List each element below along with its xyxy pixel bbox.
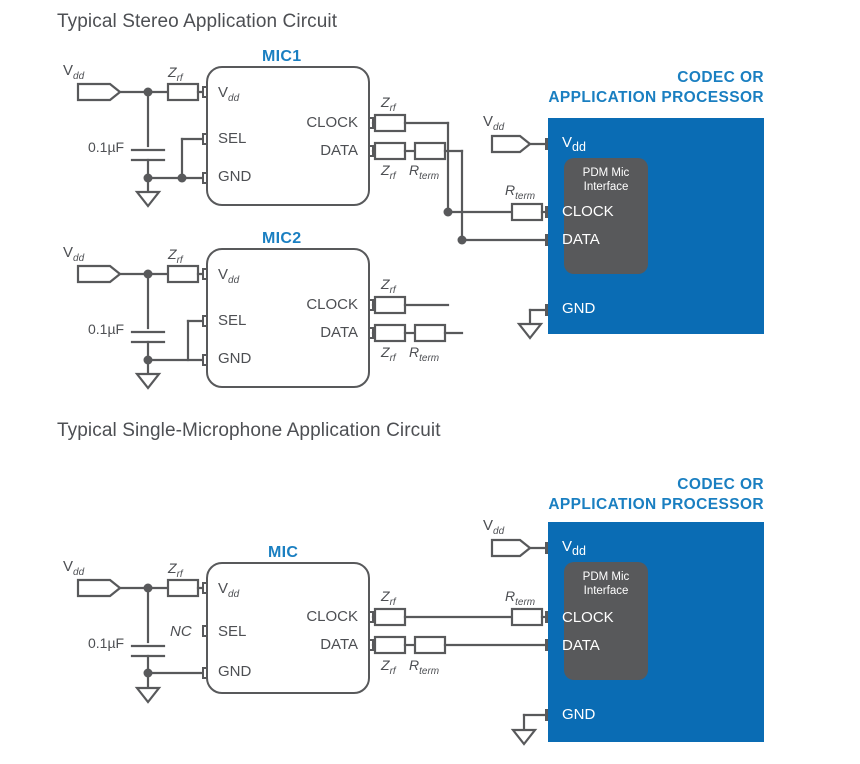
single-mic-supply-label: $V_{dd}$: [63, 558, 85, 578]
single-codec-pin-gnd: GND: [562, 706, 596, 723]
mic1-supply-label: $V_{dd}$: [63, 62, 85, 82]
mic2-pin-vdd: $V_{dd}$: [218, 266, 240, 286]
mic2-pin-gnd: GND: [218, 350, 252, 367]
single-codec-pin-vdd: $V_{dd}$: [562, 538, 586, 558]
single-codec-title-line1: CODEC OR: [677, 476, 764, 493]
stereo-section-title: Typical Stereo Application Circuit: [57, 11, 338, 32]
single-codec-rterm-clock-label: $R_{term}$: [505, 588, 536, 608]
stereo-codec-title-line2: APPLICATION PROCESSOR: [548, 89, 764, 106]
mic2-pin-data: DATA: [320, 324, 358, 341]
mic1-zrf-in-label: $Z_{rf}$: [168, 64, 183, 84]
single-mic-pin-sel: SEL: [218, 623, 247, 640]
mic2-rterm-data-label: $R_{term}$: [409, 344, 440, 364]
single-mic-pin-data: DATA: [320, 636, 358, 653]
mic1-pin-data: DATA: [320, 142, 358, 159]
single-mic-zrf-data-label: $Z_{rf}$: [381, 657, 396, 677]
stereo-codec-pin-clock: CLOCK: [562, 203, 614, 220]
stereo-codec-pin-gnd: GND: [562, 300, 596, 317]
mic1-rterm-data-label: $R_{term}$: [409, 162, 440, 182]
mic2-pin-sel: SEL: [218, 312, 247, 329]
mic1-pin-gnd: GND: [218, 168, 252, 185]
single-section-title: Typical Single-Microphone Application Circuit: [57, 420, 441, 441]
single-codec-pin-clock: CLOCK: [562, 609, 614, 626]
mic2-cap-label: 0.1µF: [88, 321, 125, 337]
mic1-cap-label: 0.1µF: [88, 139, 125, 155]
stereo-codec-rterm-clock-label: $R_{term}$: [505, 182, 536, 202]
single-codec-supply-label: $V_{dd}$: [483, 517, 505, 537]
single-mic-nc-label: NC: [170, 623, 192, 640]
single-codec-title: [440, 475, 764, 515]
stereo-codec-title: [440, 68, 764, 108]
single-mic-rterm-data-label: $R_{term}$: [409, 657, 440, 677]
mic2-label: MIC2: [262, 230, 302, 247]
single-mic-pin-gnd: GND: [218, 663, 252, 680]
single-pdm-line1: PDM Mic: [582, 571, 630, 583]
mic2-zrf-clock-label: $Z_{rf}$: [381, 276, 396, 296]
mic1-pin-vdd: $V_{dd}$: [218, 84, 240, 104]
single-codec-pin-data: DATA: [562, 637, 600, 654]
single-pdm-line2: Interface: [583, 585, 629, 597]
mic1-zrf-clock-label: $Z_{rf}$: [381, 94, 396, 114]
single-mic-cap-label: 0.1µF: [88, 635, 125, 651]
mic1-pin-sel: SEL: [218, 130, 247, 147]
mic1-zrf-data-label: $Z_{rf}$: [381, 162, 396, 182]
single-codec-title-line2: APPLICATION PROCESSOR: [548, 496, 764, 513]
mic2-zrf-data-label: $Z_{rf}$: [381, 344, 396, 364]
stereo-codec-title-line1: CODEC OR: [677, 69, 764, 86]
stereo-codec-supply-label: $V_{dd}$: [483, 113, 505, 133]
single-mic-zrf-clock-label: $Z_{rf}$: [381, 588, 396, 608]
single-mic-pin-vdd: $V_{dd}$: [218, 580, 240, 600]
stereo-pdm-line1: PDM Mic: [582, 167, 630, 179]
single-mic-pin-clock: CLOCK: [306, 608, 358, 625]
mic2-pin-clock: CLOCK: [306, 296, 358, 313]
stereo-codec-pin-vdd: $V_{dd}$: [562, 134, 586, 154]
mic2-supply-label: $V_{dd}$: [63, 244, 85, 264]
single-mic-zrf-in-label: $Z_{rf}$: [168, 560, 183, 580]
mic1-pin-clock: CLOCK: [306, 114, 358, 131]
mic2-zrf-in-label: $Z_{rf}$: [168, 246, 183, 266]
mic1-label: MIC1: [262, 48, 302, 65]
stereo-codec-pin-data: DATA: [562, 231, 600, 248]
single-mic-label: MIC: [268, 544, 299, 561]
stereo-pdm-line2: Interface: [583, 181, 629, 193]
